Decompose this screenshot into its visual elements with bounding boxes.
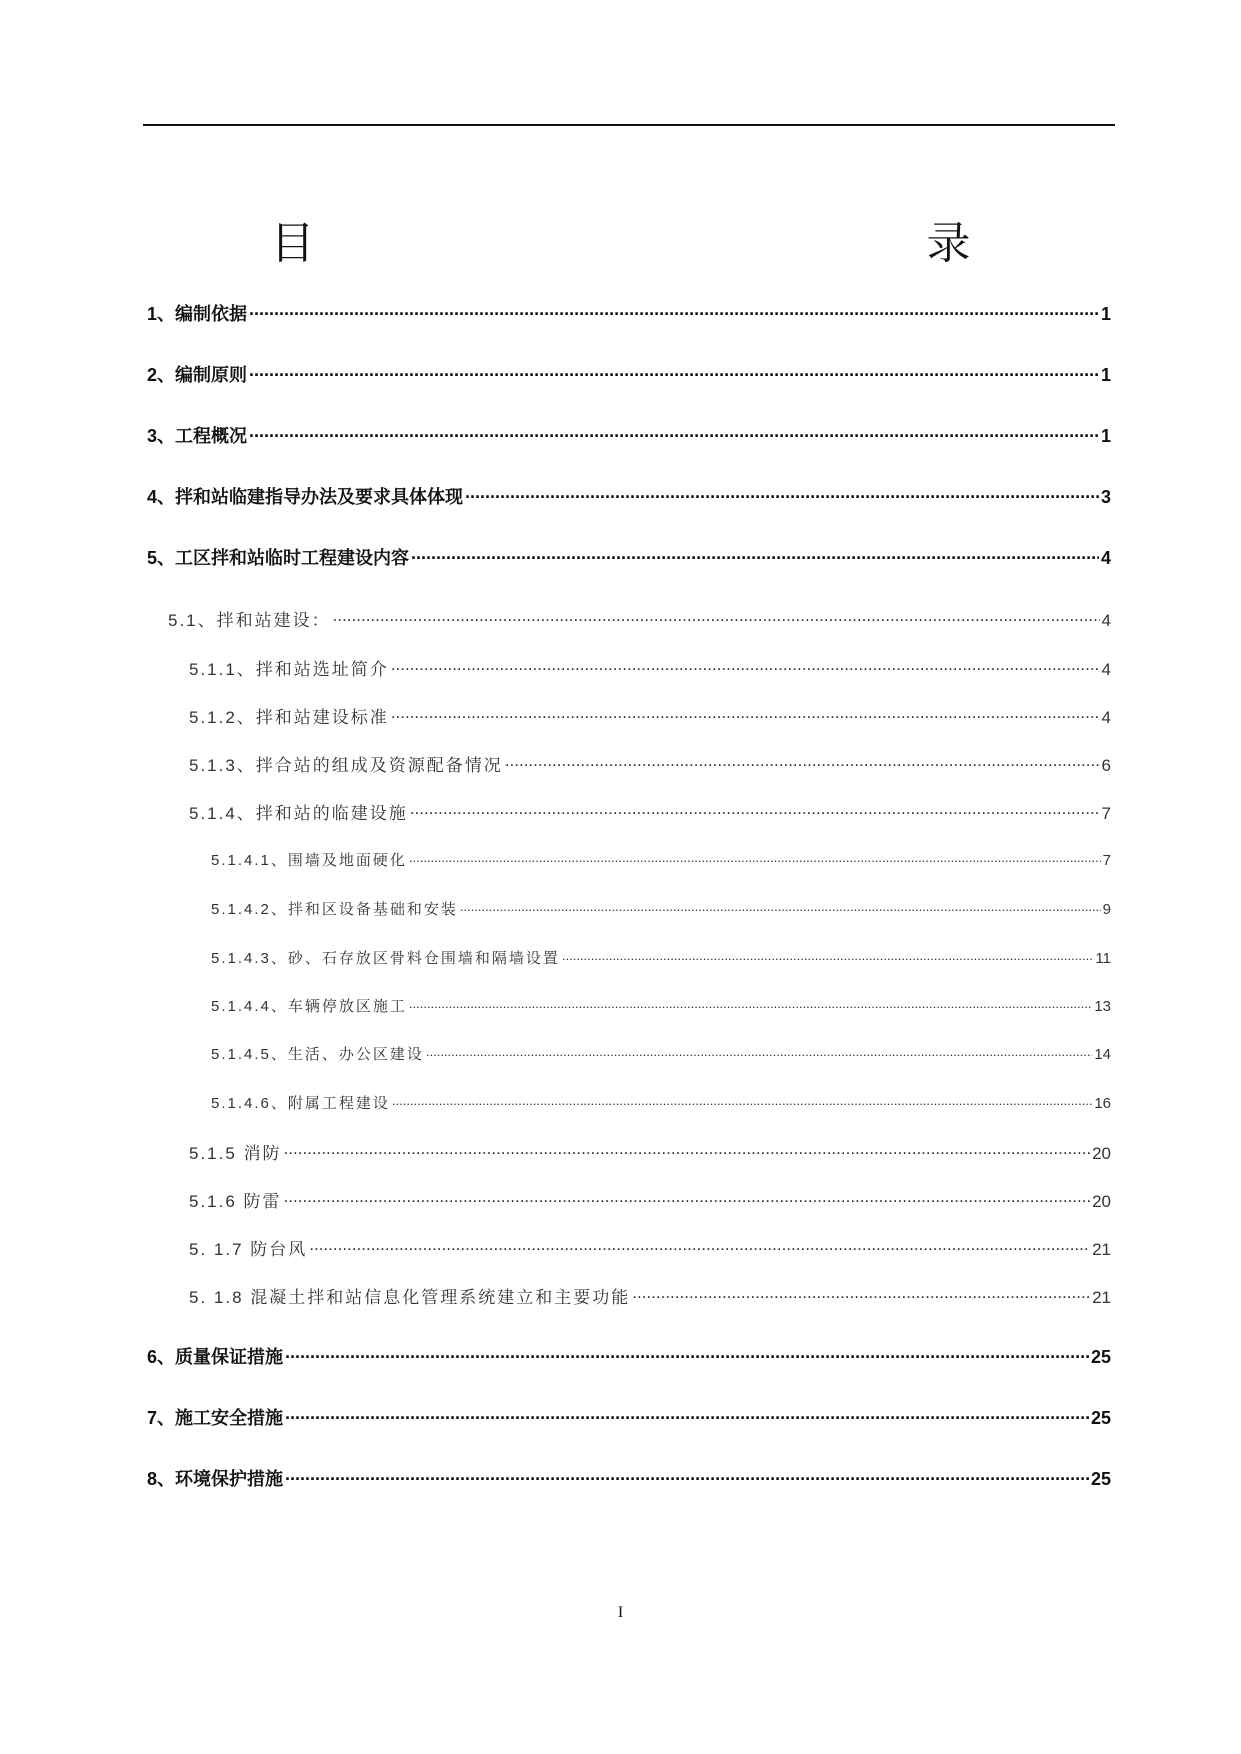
toc-entry-label: 5.1、拌和站建设：	[168, 611, 331, 630]
toc-entry-page: 20	[1092, 1144, 1111, 1163]
toc-leader	[249, 424, 1099, 442]
toc-entry-page: 1	[1100, 365, 1111, 385]
toc-entry[interactable]	[147, 1404, 1111, 1430]
toc-entry[interactable]	[147, 422, 1111, 448]
toc-entry[interactable]	[211, 947, 1111, 968]
toc-entry-label: 6、质量保证措施	[147, 1347, 284, 1367]
toc-leader	[632, 1286, 1090, 1303]
toc-leader	[391, 658, 1100, 675]
toc-leader	[392, 1093, 1092, 1108]
toc-leader	[409, 850, 1101, 865]
toc-entry-label: 4、拌和站临建指导办法及要求具体体现	[147, 487, 464, 507]
toc-entry[interactable]	[211, 1092, 1111, 1113]
footer-page-number: I	[617, 1604, 624, 1621]
toc-leader	[285, 1406, 1089, 1424]
toc-leader	[391, 706, 1100, 723]
toc-entry[interactable]	[147, 1343, 1111, 1369]
toc-leader	[285, 1467, 1089, 1485]
toc-entry-label: 5.1.1、拌和站选址简介	[189, 660, 389, 679]
toc-leader	[426, 1044, 1092, 1059]
toc-leader	[460, 899, 1101, 914]
toc-entry[interactable]	[189, 1283, 1111, 1308]
toc-entry-page: 13	[1094, 998, 1111, 1015]
toc-entry-page: 4	[1101, 660, 1111, 679]
toc-entry[interactable]	[147, 361, 1111, 387]
toc-entry[interactable]	[189, 703, 1111, 728]
toc-entry-label: 5、工区拌和站临时工程建设内容	[147, 548, 410, 568]
toc-entry-page: 21	[1092, 1240, 1111, 1259]
toc-entry-page: 3	[1100, 487, 1111, 507]
page-title: 目 录	[270, 218, 1091, 269]
toc-entry-label: 2、编制原则	[147, 365, 248, 385]
toc-entry-page: 6	[1101, 756, 1111, 775]
toc-leader	[411, 546, 1099, 564]
toc-entry[interactable]	[189, 799, 1111, 824]
toc-entry[interactable]	[211, 898, 1111, 919]
toc-entry-page: 14	[1094, 1046, 1111, 1063]
toc-entry[interactable]	[211, 1043, 1111, 1064]
toc-entry-page: 25	[1090, 1347, 1111, 1367]
toc-leader	[284, 1190, 1091, 1207]
toc-entry-label: 5.1.4.2、拌和区设备基础和安装	[211, 901, 458, 918]
toc-entry-label: 5.1.4.4、车辆停放区施工	[211, 998, 407, 1015]
toc-entry-label: 7、施工安全措施	[147, 1408, 284, 1428]
toc-entry-page: 11	[1095, 950, 1111, 967]
toc-entry[interactable]	[147, 483, 1111, 509]
toc-entry-label: 5.1.4.6、附属工程建设	[211, 1095, 390, 1112]
toc-entry-page: 9	[1102, 901, 1111, 918]
toc-entry-page: 4	[1100, 548, 1111, 568]
toc-entry[interactable]	[189, 655, 1111, 680]
toc-leader	[249, 363, 1099, 381]
toc-entry[interactable]	[147, 544, 1111, 570]
toc-leader	[285, 1345, 1089, 1363]
toc-entry-page: 20	[1092, 1192, 1111, 1211]
toc-leader	[410, 802, 1100, 819]
toc-leader	[409, 996, 1092, 1011]
toc-entry-page: 7	[1101, 804, 1111, 823]
toc-entry[interactable]	[189, 1139, 1111, 1164]
toc-entry-page: 4	[1101, 611, 1111, 630]
toc-leader	[309, 1238, 1090, 1255]
toc-entry-label: 5.1.3、拌合站的组成及资源配备情况	[189, 756, 503, 775]
toc-entry[interactable]	[147, 300, 1111, 326]
toc-entry-label: 8、环境保护措施	[147, 1469, 284, 1489]
toc-leader	[249, 302, 1099, 320]
toc-entry[interactable]	[189, 751, 1111, 776]
toc-entry-label: 5.1.5 消防	[189, 1144, 282, 1163]
toc-entry[interactable]	[211, 849, 1111, 870]
toc-entry-page: 1	[1100, 304, 1111, 324]
toc-entry-label: 5.1.4.3、砂、石存放区骨料仓围墙和隔墙设置	[211, 950, 560, 967]
toc-entry-page: 16	[1094, 1095, 1111, 1112]
toc-entry-page: 25	[1090, 1408, 1111, 1428]
toc-leader	[562, 948, 1094, 963]
toc-entry-label: 5. 1.7 防台风	[189, 1240, 308, 1259]
toc-entry[interactable]	[211, 995, 1111, 1016]
toc-entry-label: 5. 1.8 混凝土拌和站信息化管理系统建立和主要功能	[189, 1288, 631, 1307]
toc-entry-label: 3、工程概况	[147, 426, 248, 446]
toc-entry-label: 5.1.2、拌和站建设标准	[189, 708, 389, 727]
toc-entry[interactable]	[147, 1465, 1111, 1491]
toc-entry[interactable]	[168, 606, 1111, 631]
toc-entry-page: 7	[1102, 852, 1111, 869]
toc-entry-page: 21	[1092, 1288, 1111, 1307]
toc-leader	[505, 754, 1100, 771]
toc-entry[interactable]	[189, 1235, 1111, 1260]
toc-entry[interactable]	[189, 1187, 1111, 1212]
toc-entry-label: 1、编制依据	[147, 304, 248, 324]
toc-entry-label: 5.1.4.5、生活、办公区建设	[211, 1046, 424, 1063]
toc-leader	[465, 485, 1099, 503]
toc-leader	[333, 609, 1100, 626]
toc-entry-label: 5.1.6 防雷	[189, 1192, 282, 1211]
toc-entry-page: 4	[1101, 708, 1111, 727]
toc-leader	[284, 1142, 1091, 1159]
toc-entry-label: 5.1.4.1、围墙及地面硬化	[211, 852, 407, 869]
toc-entry-label: 5.1.4、拌和站的临建设施	[189, 804, 408, 823]
toc-entry-page: 1	[1100, 426, 1111, 446]
toc-entry-page: 25	[1090, 1469, 1111, 1489]
